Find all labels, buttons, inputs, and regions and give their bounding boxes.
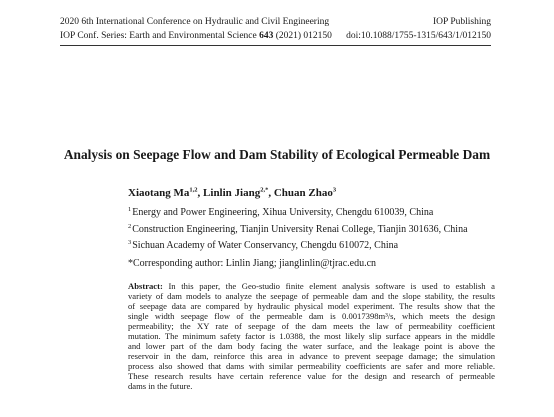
abstract: [128, 281, 495, 392]
author-affiliation-marker: 1,2: [189, 186, 198, 194]
abstract-line: of seepage data are compared by hydraulic physical model experiment. The results show that the: [128, 301, 495, 312]
affiliation-marker: 1: [128, 205, 132, 213]
abstract-line: These research results have certain reference value for the design and research of permeable: [128, 371, 495, 382]
abstract-line: permeability; the XY rate of seepage of the dam meets the law of permeability coefficient: [128, 321, 495, 332]
publisher-name: IOP Publishing: [433, 17, 491, 27]
affiliation: [128, 207, 433, 219]
paper-title: Analysis on Seepage Flow and Dam Stability of Ecological Permeable Dam: [63, 147, 491, 162]
abstract-line-text: In this paper, the Geo-studio finite element analysis software is used to establish a: [162, 281, 495, 291]
running-header: [60, 16, 491, 28]
author-affiliation-marker: 2,*: [260, 186, 269, 194]
series-name: IOP Conf. Series: Earth and Environmental Science: [60, 31, 260, 41]
volume-number: 643: [259, 31, 274, 41]
affiliation-text: Construction Engineering, Tianjin University Renai College, Tianjin 301636, China: [132, 224, 468, 235]
doi: doi:10.1088/1755-1315/643/1/012150: [346, 31, 491, 41]
abstract-line: reservoir in the dam, reinforce this area in advance to prevent seepage damage; the simulation: [128, 351, 495, 362]
author-name: Linlin Jiang: [203, 187, 261, 199]
author-name: Xiaotang Ma: [128, 187, 190, 199]
abstract-line: dams in the future.: [128, 381, 193, 392]
abstract-line: variety of dam models to analyze the seepage of permeable dam and the slope stability, the results: [128, 291, 495, 302]
affiliation: [128, 240, 398, 252]
corresponding-author: *Corresponding author: Linlin Jiang; jianglinlin@tjrac.edu.cn: [128, 258, 377, 269]
affiliation-marker: 2: [128, 222, 132, 230]
abstract-line: process also showed that dams with similar permeability coefficients are safer and more reliable.: [128, 361, 495, 372]
affiliation-marker: 3: [128, 238, 132, 246]
abstract-line: mutation. The minimum safety factor is 1.0388, the most likely slip surface appears in the middle: [128, 331, 495, 342]
abstract-line: [128, 281, 495, 291]
affiliation-text: Energy and Power Engineering, Xihua University, Chengdu 610039, China: [132, 207, 434, 218]
affiliation-text: Sichuan Academy of Water Conservancy, Chengdu 610072, China: [132, 240, 399, 251]
header-divider: [60, 45, 491, 46]
author-name: Chuan Zhao: [273, 187, 333, 199]
citation-line: [60, 30, 491, 42]
series-info: [60, 30, 332, 42]
affiliation: [128, 224, 468, 236]
author-separator: ,: [268, 187, 274, 199]
abstract-line: and lower part of the dam body facing the water surface, and the leakage point is above the: [128, 341, 495, 352]
author-list: [128, 187, 336, 200]
author-separator: ,: [197, 187, 204, 199]
abstract-label: Abstract:: [128, 281, 163, 291]
year-article: (2021) 012150: [273, 31, 332, 41]
author-affiliation-marker: 3: [332, 186, 337, 194]
conference-name: 2020 6th International Conference on Hydraulic and Civil Engineering: [60, 17, 330, 27]
abstract-line: single width seepage flow of the permeable dam is 0.0017398m³/s, which meets the design: [128, 311, 495, 322]
